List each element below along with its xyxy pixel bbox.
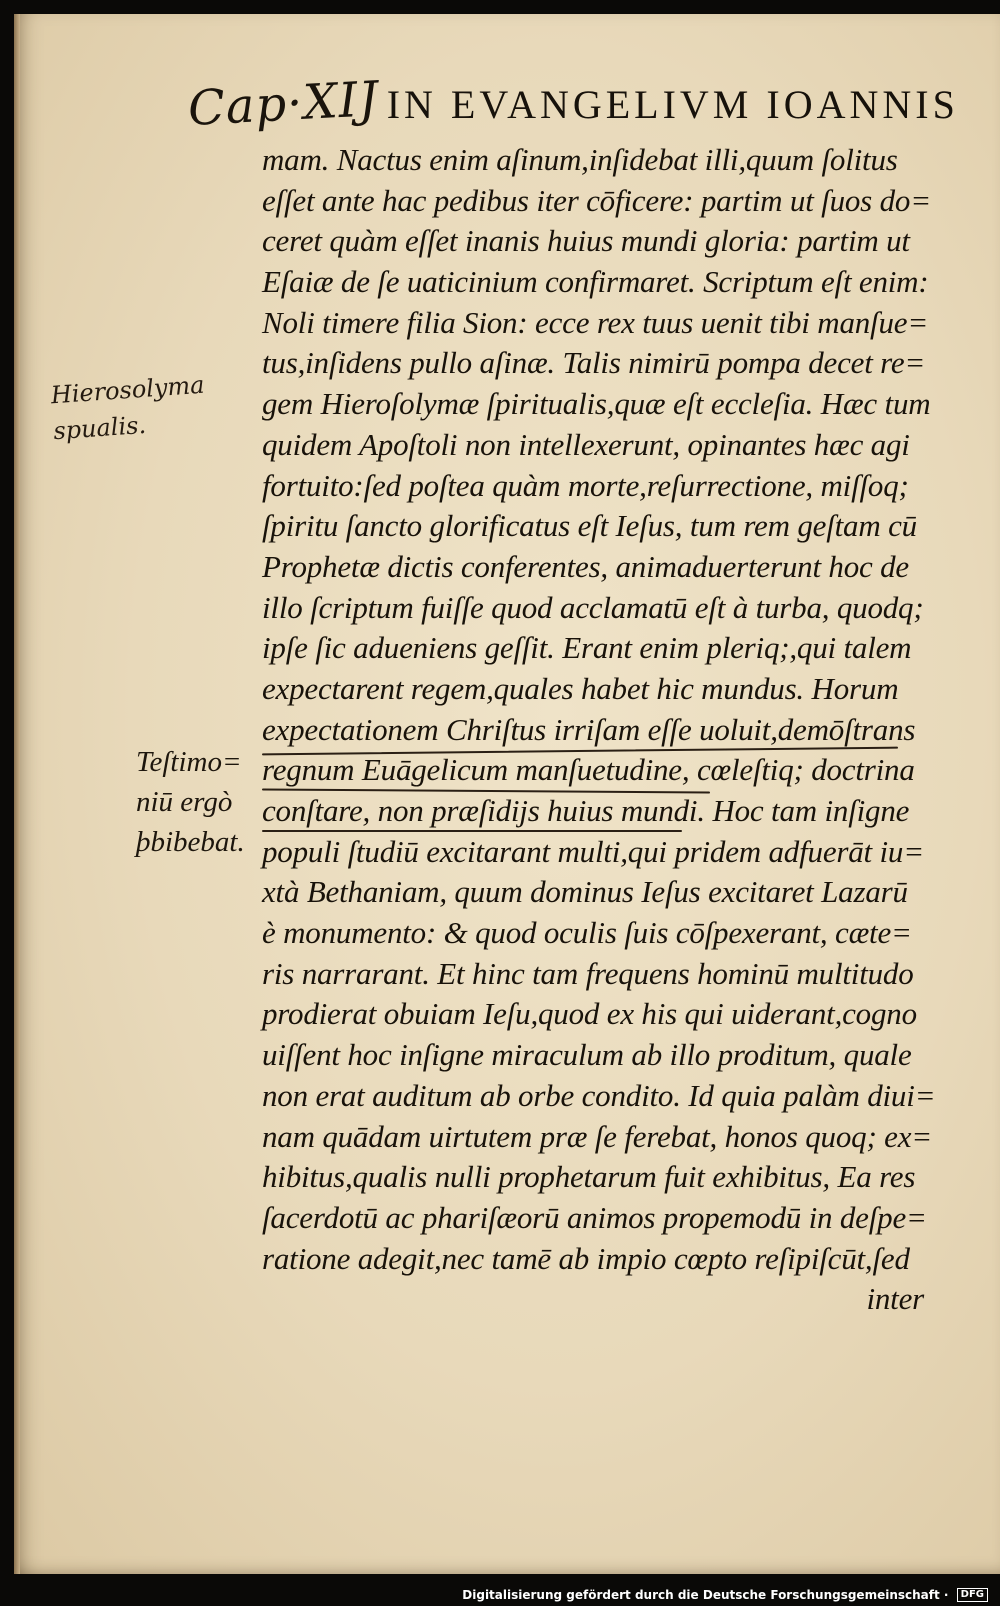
text-line: non erat auditum ab orbe condito. Id quia palàm diui= <box>262 1077 936 1113</box>
text-line: mam. Nactus enim aſinum,inſidebat illi,quum ſolitus <box>262 142 898 177</box>
text-line: ſpiritu ſancto glorificatus eſt Ieſus, tum rem geſtam cū <box>262 508 917 544</box>
text-line: conſtare, non præſidijs huius mundi. Hoc tam inſigne <box>262 793 910 828</box>
digitization-credit <box>462 1588 988 1603</box>
text-line: populi ſtudiū excitarant multi,qui pridem adfuerāt iu= <box>262 833 924 869</box>
handwritten-margin-note <box>50 367 208 450</box>
text-line: regnum Euāgelicum manſuetudine, cœleſtiq; doctrina <box>262 752 915 788</box>
credit-text: Digitalisierung gefördert durch die Deutsche Forschungsgemeinschaft · <box>462 1587 949 1602</box>
text-line: expectationem Chriſtus irriſam eſſe uoluit,demōſtrans <box>262 711 916 747</box>
margin-note-line: Hierosolyma <box>49 370 206 410</box>
text-line: ceret quàm eſſet inanis huius mundi gloria: partim ut <box>262 223 910 259</box>
page-heading <box>186 71 959 150</box>
text-line: hibitus,qualis nulli prophetarum fuit exhibitus, Ea res <box>262 1159 916 1195</box>
margin-note-line: þbibebat. <box>136 826 245 858</box>
text-line: prodierat obuiam Ieſu,quod ex his qui uiderant,cogno <box>262 996 917 1032</box>
running-head: IN EVANGELIVM IOANNIS <box>386 81 959 127</box>
dfg-logo: DFG <box>957 1588 988 1602</box>
text-line: Eſaiæ de ſe uaticinium confirmaret. Scriptum eſt enim: <box>262 264 929 300</box>
text-line: expectarent regem,quales habet hic mundus. Horum <box>262 670 899 706</box>
page-binding-edge <box>14 14 20 1574</box>
printed-margin-note <box>136 742 245 862</box>
text-line: uiſſent hoc inſigne miraculum ab illo proditum, quale <box>262 1037 912 1073</box>
text-line: illo ſcriptum fuiſſe quod acclamatū eſt à turba, quodq; <box>262 589 924 625</box>
text-line: ſacerdotū ac phariſæorū animos propemodū in deſpe= <box>262 1199 927 1235</box>
text-line: eſſet ante hac pedibus iter cōficere: partim ut ſuos do= <box>262 182 931 218</box>
text-line: gem Hieroſolymæ ſpiritualis,quæ eſt eccleſia. Hæc tum <box>262 386 931 422</box>
handwritten-chapter-note: Cap·XIJ <box>186 71 381 137</box>
text-line: nam quādam uirtutem præ ſe ferebat, honos quoq; ex= <box>262 1118 932 1154</box>
body-text <box>262 140 942 1320</box>
text-line: quidem Apoſtoli non intellexerunt, opinantes hæc agi <box>262 426 910 462</box>
margin-note-line: Teſtimo= <box>136 746 242 778</box>
text-line: tus,inſidens pullo aſinæ. Talis nimirū pompa decet re= <box>262 345 926 381</box>
margin-note-line: niū ergò <box>136 786 233 818</box>
text-line: fortuito:ſed poſtea quàm morte,reſurrectione, miſſoq; <box>262 467 909 503</box>
text-line: ratione adegit,nec tamē ab impio cœpto reſipiſcūt,ſed <box>262 1240 910 1276</box>
text-line: xtà Bethaniam, quum dominus Ieſus excitaret Lazarū <box>262 874 908 910</box>
text-line: è monumento: & quod oculis ſuis cōſpexerant, cæte= <box>262 915 912 951</box>
reader-underline <box>262 830 682 832</box>
catchword: inter <box>866 1281 924 1317</box>
text-line: Prophetæ dictis conferentes, animaduerterunt hoc de <box>262 548 909 584</box>
text-line: ipſe ſic adueniens geſſit. Erant enim pleriq;,qui talem <box>262 630 912 666</box>
text-line: Noli timere filia Sion: ecce rex tuus uenit tibi manſue= <box>262 304 929 340</box>
text-line: ris narrarant. Et hinc tam frequens hominū multitudo <box>262 955 914 991</box>
margin-note-line: spualis. <box>52 410 147 446</box>
